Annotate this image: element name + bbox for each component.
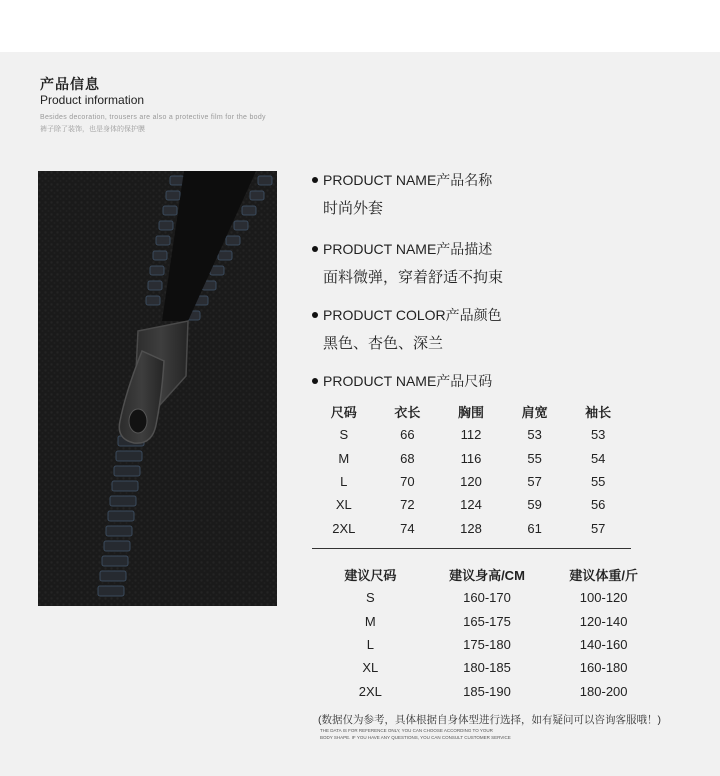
table-cell: 175-180 <box>463 637 511 653</box>
table-cell: 56 <box>590 497 606 513</box>
table-header-cell: 尺码 <box>330 405 357 421</box>
table-row <box>312 493 630 516</box>
table-cell: 57 <box>590 520 606 536</box>
table-cell: 54 <box>590 450 606 466</box>
table-cell: 55 <box>590 474 606 490</box>
table-header-cell: 胸围 <box>457 405 484 421</box>
table-cell: 180-200 <box>579 683 628 699</box>
bullet-icon <box>312 246 318 252</box>
table-cell: S <box>365 590 375 606</box>
product-description-title: PRODUCT NAME产品描述 <box>312 239 503 259</box>
section-subtitle: Product information <box>40 93 145 107</box>
table-header-cell: 建议尺码 <box>344 568 397 584</box>
table-cell: 61 <box>527 520 542 536</box>
zipper-closeup-image <box>38 171 277 606</box>
table-cell: 2XL <box>332 520 356 536</box>
table-cell: 112 <box>460 427 482 443</box>
table-cell: S <box>339 427 349 443</box>
table-cell: 74 <box>400 520 415 536</box>
product-size-section <box>312 371 492 391</box>
table-cell: 120-140 <box>579 613 628 629</box>
product-size-title: PRODUCT NAME产品尺码 <box>312 371 492 391</box>
product-name-title: PRODUCT NAME产品名称 <box>312 170 492 190</box>
table-header-row <box>312 563 662 586</box>
product-name-value: 时尚外套 <box>323 200 384 217</box>
table-cell: M <box>364 613 376 629</box>
table-cell: 120 <box>460 474 482 490</box>
product-description-section <box>312 239 503 287</box>
table-row <box>312 679 662 702</box>
table-cell: 124 <box>460 497 482 513</box>
table-cell: 66 <box>400 427 415 443</box>
table-cell: 55 <box>527 450 542 466</box>
table-cell: 140-160 <box>579 637 628 653</box>
table-cell: 68 <box>400 450 415 466</box>
table-divider <box>312 548 631 549</box>
table-row <box>312 447 630 470</box>
table-cell: 180-185 <box>463 660 511 676</box>
size-note-en-line2: BODY SHAPE. IF YOU HAVE ANY QUESTIONS, YOU CAN CONSULT CUSTOMER SERVICE <box>320 735 511 740</box>
table-row <box>312 633 662 656</box>
product-color-section <box>312 305 502 353</box>
size-table <box>312 400 630 540</box>
size-note: (数据仅为参考，具体根据自身体型进行选择，如有疑问可以咨询客服哦！) <box>318 714 661 726</box>
table-cell: XL <box>335 497 352 513</box>
bullet-icon <box>312 177 318 183</box>
table-cell: 165-175 <box>463 613 511 629</box>
table-header-cell: 袖长 <box>585 405 612 421</box>
table-cell: 160-180 <box>579 660 628 676</box>
table-cell: 160-170 <box>463 590 511 606</box>
table-header-cell: 衣长 <box>394 405 421 421</box>
bullet-icon <box>312 378 318 384</box>
fit-table <box>312 563 662 703</box>
table-cell: 100-120 <box>579 590 628 606</box>
bullet-icon <box>312 312 318 318</box>
table-cell: 57 <box>527 474 542 490</box>
table-row <box>312 470 630 493</box>
table-row <box>312 610 662 633</box>
table-cell: L <box>340 474 348 490</box>
table-cell: 185-190 <box>463 683 511 699</box>
table-cell: 53 <box>590 427 606 443</box>
table-cell: 53 <box>527 427 542 443</box>
table-row <box>312 656 662 679</box>
table-header-cell: 建议体重/斤 <box>569 568 638 584</box>
section-tagline-en: Besides decoration, trousers are also a protective film for the body <box>40 114 266 121</box>
product-color-value: 黑色、杏色、深兰 <box>323 335 444 352</box>
table-cell: XL <box>362 660 379 676</box>
table-header-row <box>312 400 630 423</box>
table-cell: 59 <box>527 497 542 513</box>
table-cell: 70 <box>400 474 415 490</box>
table-row <box>312 423 630 446</box>
table-cell: M <box>338 450 350 466</box>
product-color-title: PRODUCT COLOR产品颜色 <box>312 305 502 325</box>
product-name-section <box>312 170 492 218</box>
table-cell: 116 <box>460 450 482 466</box>
table-row <box>312 516 630 539</box>
table-cell: 72 <box>400 497 415 513</box>
table-row <box>312 586 662 609</box>
table-cell: 2XL <box>358 683 382 699</box>
table-header-cell: 建议身高/CM <box>449 568 525 584</box>
section-title: 产品信息 <box>40 76 100 92</box>
section-tagline-cn: 裤子除了装饰，也是身体的保护膜 <box>40 126 145 133</box>
product-description-value: 面料微弹，穿着舒适不拘束 <box>323 269 504 286</box>
table-cell: L <box>366 637 374 653</box>
size-note-en-line1: THE DATA IS FOR REFERENCE ONLY, YOU CAN CHOOSE ACCORDING TO YOUR <box>320 728 493 733</box>
table-header-cell: 肩宽 <box>521 405 548 421</box>
table-cell: 128 <box>460 520 482 536</box>
